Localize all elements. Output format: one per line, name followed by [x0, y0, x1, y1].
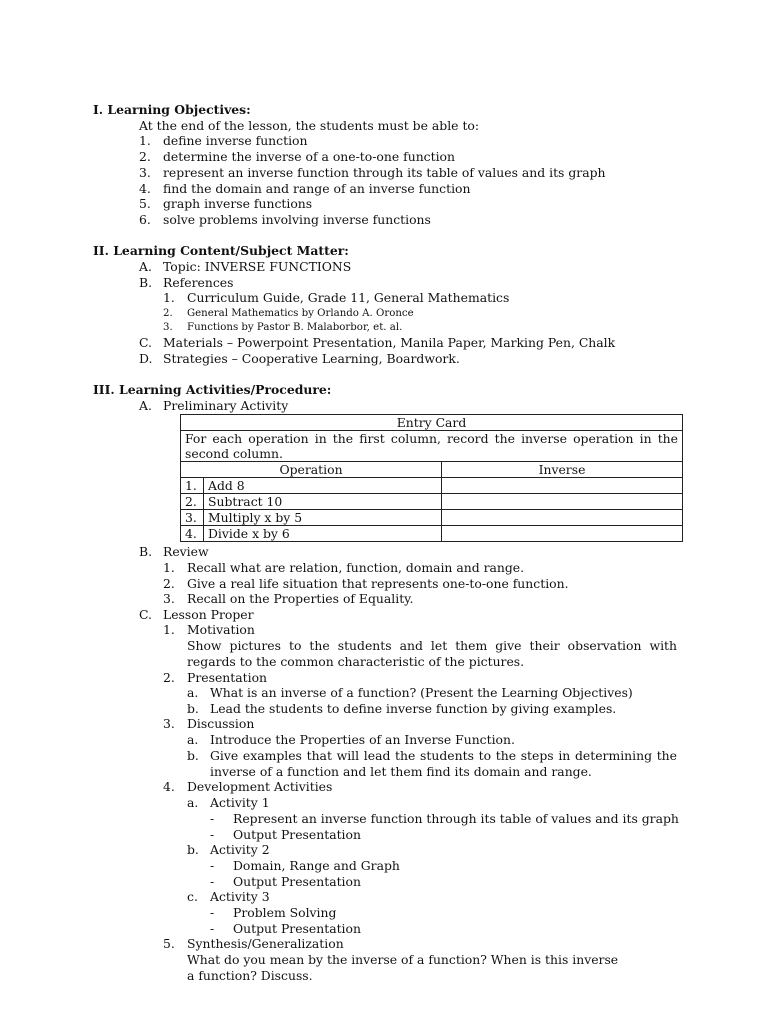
- synthesis-text: What do you mean by the inverse of a function? When is this inverse a function? Discuss.: [187, 952, 619, 983]
- dash-bullet: -: [210, 921, 215, 936]
- table-row: [181, 526, 683, 542]
- table-row: [181, 510, 683, 526]
- step-number: 4.: [163, 779, 175, 794]
- reference-item: Functions by Pastor B. Malaborbor, et. al.: [187, 322, 403, 333]
- sub-letter: b.: [187, 701, 199, 716]
- presentation-label: Presentation: [187, 670, 268, 685]
- objective-item: find the domain and range of an inverse function: [163, 181, 471, 196]
- step-number: 2.: [163, 670, 175, 685]
- activity-item: Output Presentation: [233, 874, 361, 889]
- sub-letter: a.: [187, 795, 199, 810]
- objective-number: 4.: [139, 181, 151, 196]
- column-header-inverse: Inverse: [442, 462, 683, 478]
- objective-item: define inverse function: [163, 133, 308, 148]
- list-letter: A.: [139, 398, 152, 413]
- reference-number: 2.: [163, 308, 173, 319]
- dash-bullet: -: [210, 858, 215, 873]
- objectives-intro: At the end of the lesson, the students must be able to:: [139, 118, 480, 133]
- inverse-cell[interactable]: [442, 478, 683, 494]
- objective-item: represent an inverse function through its table of values and its graph: [163, 165, 606, 180]
- lesson-proper-label: Lesson Proper: [163, 607, 254, 622]
- review-number: 3.: [163, 591, 175, 606]
- step-number: 5.: [163, 936, 175, 951]
- list-letter: B.: [139, 275, 153, 290]
- objective-item: solve problems involving inverse functions: [163, 212, 431, 227]
- materials: Materials – Powerpoint Presentation, Manila Paper, Marking Pen, Chalk: [163, 335, 616, 350]
- list-letter: C.: [139, 607, 152, 622]
- section-heading-activities: III. Learning Activities/Procedure:: [93, 382, 332, 397]
- dash-bullet: -: [210, 811, 215, 826]
- review-number: 2.: [163, 576, 175, 591]
- preliminary-activity-label: Preliminary Activity: [163, 398, 289, 413]
- references-label: References: [163, 275, 234, 290]
- sub-letter: a.: [187, 732, 199, 747]
- reference-number: 3.: [163, 322, 173, 333]
- row-number: 4.: [181, 526, 204, 542]
- motivation-text: Show pictures to the students and let them give their observation with regards to the common characteristic of the pictures.: [187, 638, 677, 669]
- discussion-item: Introduce the Properties of an Inverse Function.: [210, 732, 515, 747]
- list-letter: C.: [139, 335, 152, 350]
- list-letter: A.: [139, 259, 152, 274]
- objective-number: 3.: [139, 165, 151, 180]
- dash-bullet: -: [210, 905, 215, 920]
- row-number: 3.: [181, 510, 204, 526]
- reference-item: General Mathematics by Orlando A. Oronce: [187, 308, 414, 319]
- section-heading-content: II. Learning Content/Subject Matter:: [93, 243, 349, 258]
- objective-number: 2.: [139, 149, 151, 164]
- review-label: Review: [163, 544, 209, 559]
- activity-label: Activity 1: [210, 795, 270, 810]
- discussion-item: Give examples that will lead the students to the steps in determining the inverse of a function and let them find its domain and range.: [210, 748, 677, 779]
- list-letter: D.: [139, 351, 153, 366]
- review-item: Recall what are relation, function, domain and range.: [187, 560, 525, 575]
- inverse-cell[interactable]: [442, 494, 683, 510]
- sub-letter: a.: [187, 685, 199, 700]
- inverse-cell[interactable]: [442, 526, 683, 542]
- reference-item: Curriculum Guide, Grade 11, General Mathematics: [187, 290, 510, 305]
- discussion-label: Discussion: [187, 716, 255, 731]
- activity-item: Problem Solving: [233, 905, 337, 920]
- activity-label: Activity 3: [210, 889, 270, 904]
- row-number: 2.: [181, 494, 204, 510]
- review-item: Recall on the Properties of Equality.: [187, 591, 414, 606]
- operation-cell: Divide x by 6: [204, 526, 442, 542]
- presentation-item: What is an inverse of a function? (Present the Learning Objectives): [210, 685, 633, 700]
- column-header-operation: Operation: [181, 462, 442, 478]
- objective-item: graph inverse functions: [163, 196, 313, 211]
- sub-letter: b.: [187, 748, 199, 763]
- review-item: Give a real life situation that represents one-to-one function.: [187, 576, 569, 591]
- activity-label: Activity 2: [210, 842, 270, 857]
- entry-card-instruction: For each operation in the first column, record the inverse operation in the second column.: [181, 431, 683, 462]
- activity-item: Output Presentation: [233, 827, 361, 842]
- step-number: 3.: [163, 716, 175, 731]
- review-number: 1.: [163, 560, 175, 575]
- topic: Topic: INVERSE FUNCTIONS: [163, 259, 352, 274]
- inverse-cell[interactable]: [442, 510, 683, 526]
- sub-letter: b.: [187, 842, 199, 857]
- entry-card-title: Entry Card: [181, 415, 683, 431]
- synthesis-label: Synthesis/Generalization: [187, 936, 344, 951]
- objective-number: 6.: [139, 212, 151, 227]
- table-row: [181, 494, 683, 510]
- strategies: Strategies – Cooperative Learning, Boardwork.: [163, 351, 460, 366]
- objective-number: 5.: [139, 196, 151, 211]
- activity-item: Domain, Range and Graph: [233, 858, 400, 873]
- step-number: 1.: [163, 622, 175, 637]
- list-letter: B.: [139, 544, 153, 559]
- presentation-item: Lead the students to define inverse function by giving examples.: [210, 701, 617, 716]
- table-row: [181, 478, 683, 494]
- sub-letter: c.: [187, 889, 198, 904]
- development-label: Development Activities: [187, 779, 333, 794]
- dash-bullet: -: [210, 827, 215, 842]
- row-number: 1.: [181, 478, 204, 494]
- operation-cell: Subtract 10: [204, 494, 442, 510]
- activity-item: Output Presentation: [233, 921, 361, 936]
- operation-cell: Multiply x by 5: [204, 510, 442, 526]
- objective-item: determine the inverse of a one-to-one function: [163, 149, 455, 164]
- dash-bullet: -: [210, 874, 215, 889]
- objective-number: 1.: [139, 133, 151, 148]
- section-heading-objectives: I. Learning Objectives:: [93, 102, 251, 117]
- activity-item: Represent an inverse function through its table of values and its graph: [233, 811, 679, 826]
- operation-cell: Add 8: [204, 478, 442, 494]
- motivation-label: Motivation: [187, 622, 255, 637]
- entry-card-table: [180, 414, 683, 542]
- reference-number: 1.: [163, 290, 175, 305]
